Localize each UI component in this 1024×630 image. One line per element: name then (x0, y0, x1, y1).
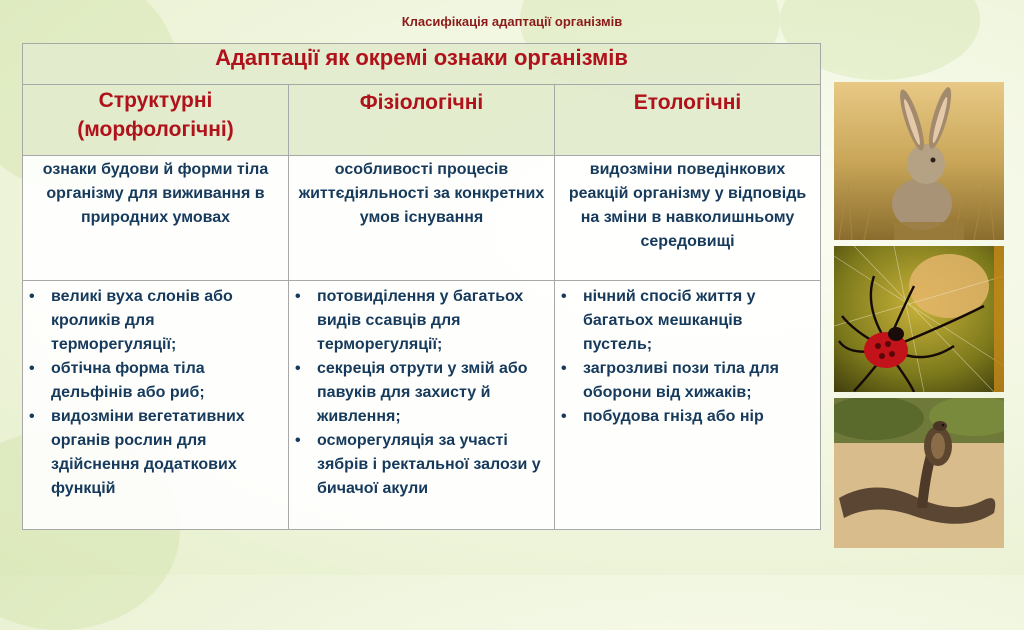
hare-photo (834, 82, 1004, 240)
list-item: • нічний спосіб життя у багатьох мешканців пустель; (583, 285, 816, 357)
description-physiological: особливості процесів життєдіяльності за конкретних умов існування (289, 156, 555, 281)
list-item: • секреція отрути у змій або павуків для захисту й живлення; (317, 357, 550, 429)
examples-structural (23, 281, 289, 530)
examples-ethological (555, 281, 821, 530)
column-header-line: (морфологічні) (77, 118, 234, 141)
column-header-ethological (555, 85, 821, 156)
example-list (289, 285, 550, 501)
list-item: • видозміни вегетативних органів рослин для здійснення додаткових функцій (51, 405, 284, 501)
description-row (23, 156, 821, 281)
spider-photo (834, 246, 1004, 392)
column-header-row (23, 85, 821, 156)
column-header-line: Етологічні (633, 91, 742, 114)
list-item: • обтічна форма тіла дельфінів або риб; (51, 357, 284, 405)
description-structural: ознаки будови й форми тіла організму для виживання в природних умовах (23, 156, 289, 281)
column-header-line: Структурні (98, 89, 213, 112)
table-header-row (23, 44, 821, 85)
list-item: • великі вуха слонів або кроликів для терморегуляції; (51, 285, 284, 357)
list-item: • загрозливі пози тіла для оборони від хижаків; (583, 357, 816, 405)
examples-row (23, 281, 821, 530)
slide-title: Класифікація адаптації організмів (401, 14, 623, 29)
list-item: • побудова гнізд або нір (583, 405, 816, 429)
example-list (23, 285, 284, 501)
column-header-structural (23, 85, 289, 156)
list-item: • осморегуляція за участі зябрів і ректальної залози у бичачої акули (317, 429, 550, 501)
adaptation-table (22, 43, 821, 530)
list-item: • потовиділення у багатьох видів ссавців для терморегуляції; (317, 285, 550, 357)
description-ethological: видозміни поведінкових реакцій організму у відповідь на зміни в навколишньому середовищі (555, 156, 821, 281)
examples-physiological (289, 281, 555, 530)
cobra-photo (834, 398, 1004, 548)
column-header-line: Фізіологічні (359, 91, 484, 114)
main-header: Адаптації як окремі ознаки організмів (23, 44, 821, 85)
example-list (555, 285, 816, 429)
column-header-physiological (289, 85, 555, 156)
